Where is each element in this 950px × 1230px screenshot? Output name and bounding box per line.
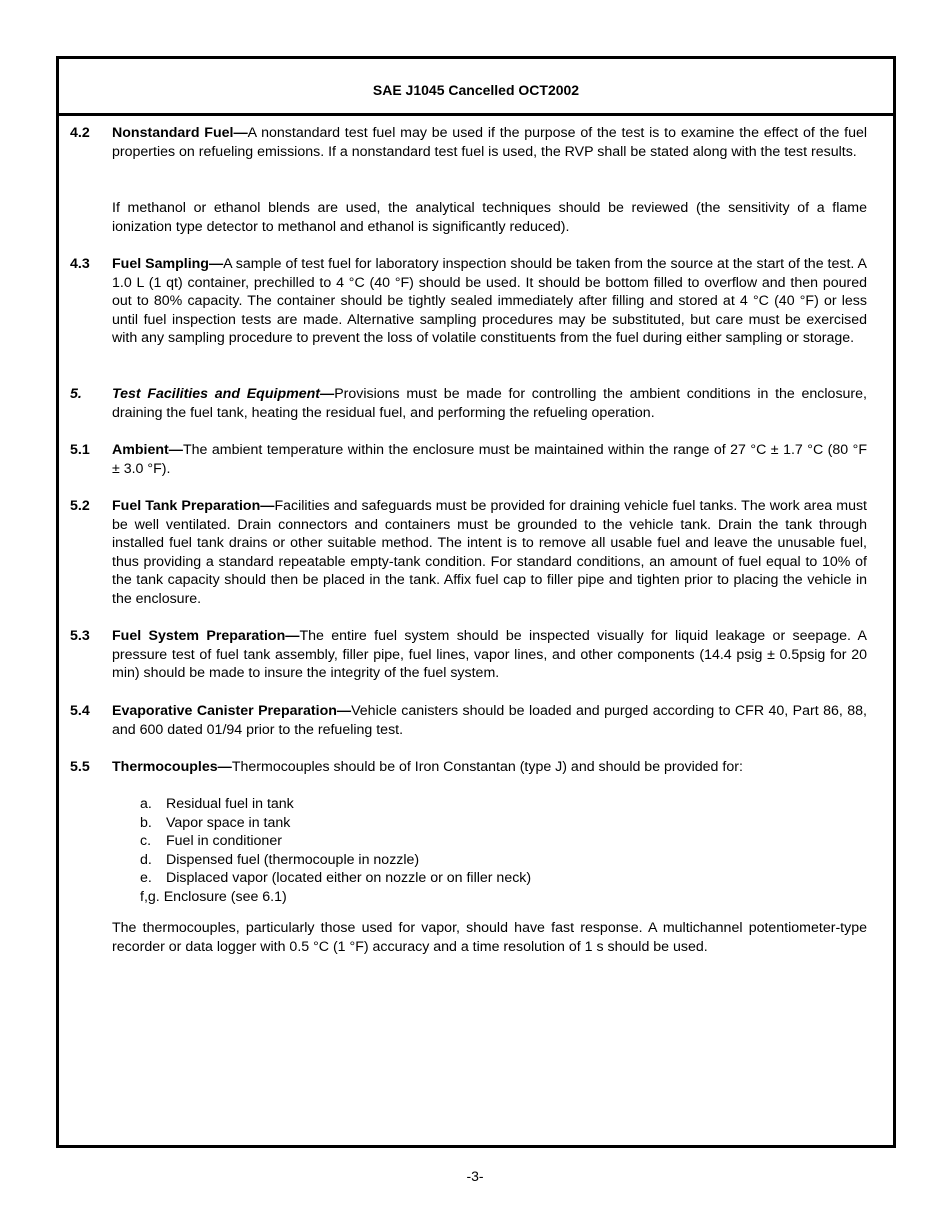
list-item-letter: e. — [140, 870, 152, 887]
section-5-5-paragraph — [112, 758, 867, 777]
section-5-5-paragraph-2: The thermocouples, particularly those used for vapor, should have fast response. A multichannel potentiometer-type recorder or data logger with 0.5 °C (1 °F) accuracy and a time resolution of 1 s should be used. — [112, 920, 867, 955]
thermocouple-list — [140, 795, 531, 907]
section-heading: Evaporative Canister Preparation— — [112, 703, 352, 719]
page-header — [59, 59, 893, 116]
list-item — [140, 851, 531, 870]
section-4-3-paragraph — [112, 255, 867, 348]
section-text: Facilities and safeguards must be provided for draining vehicle fuel tanks. The work area must be well ventilated. Drain connectors and containers must be grounded to the vehicle tank. Drain the tank through installed fuel tank drains or other suitable method. The intent is to remove all usable fuel and leave the unusable fuel, thus providing a standard repeatable empty-tank condition. For standard conditions, an amount of fuel equal to 10% of the tank capacity should then be placed in the tank. Affix fuel cap to filler pipe and tighten prior to placing the vehicle in the enclosure. — [112, 498, 867, 607]
list-item — [140, 869, 531, 888]
list-item-text: Fuel in conditioner — [166, 833, 282, 850]
list-item-letter: a. — [140, 796, 152, 812]
section-heading: Test Facilities and Equipment— — [112, 386, 335, 402]
section-5-1-paragraph — [112, 441, 867, 478]
section-text: Thermocouples should be of Iron Constantan (type J) and should be provided for: — [231, 759, 743, 775]
list-item-letter: f,g. — [140, 888, 160, 905]
section-heading: Fuel System Preparation— — [112, 628, 300, 644]
section-5-paragraph — [112, 385, 867, 422]
section-text: Vehicle canisters should be loaded and purged according to CFR 40, Part 86, 88, and 600 dated 01/94 prior to the refueling test. — [112, 703, 867, 738]
list-item — [140, 888, 531, 907]
section-5-4-paragraph — [112, 702, 867, 739]
list-item — [140, 814, 531, 833]
list-item-text: Displaced vapor (located either on nozzle or on filler neck) — [166, 870, 532, 887]
section-text: A nonstandard test fuel may be used if the purpose of the test is to examine the effect of the fuel properties on refueling emissions. If a nonstandard test fuel is used, the RVP shall be stated along with the test results. — [112, 125, 868, 160]
section-4-2-paragraph — [112, 124, 867, 161]
section-heading: Fuel Sampling— — [112, 256, 224, 272]
list-item-text: Residual fuel in tank — [166, 796, 294, 812]
document-title: SAE J1045 Cancelled OCT2002 — [372, 82, 580, 98]
list-item-letter: c. — [140, 833, 152, 850]
section-text: The ambient temperature within the enclosure must be maintained within the range of 27 °C ± 1.7 °C (80 °F ± 3.0 °F). — [112, 442, 867, 477]
section-number: 4.3 — [70, 256, 90, 272]
section-number: 5.5 — [70, 759, 90, 775]
section-heading: Ambient— — [112, 442, 183, 458]
list-item-letter: d. — [140, 851, 152, 868]
section-number: 4.2 — [70, 125, 90, 141]
list-item-text: Enclosure (see 6.1) — [163, 888, 287, 905]
section-text: Provisions must be made for controlling the ambient conditions in the enclosure, draining the fuel tank, heating the residual fuel, and performing the refueling operation. — [112, 386, 867, 421]
section-5-2-paragraph — [112, 497, 867, 609]
list-item — [140, 832, 531, 851]
section-text: A sample of test fuel for laboratory inspection should be taken from the source at the start of the test. A 1.0 L (1 qt) container, prechilled to 4 °C (40 °F) should be used. It should be bottom filled to overflow and then poured out to 80% capacity. The container should be tightly sealed immediately after filling and stored at 4 °C (40 °F) or less until fuel inspection tests are made. Alternative sampling procedures may be substituted, but care must be exercised with any sampling procedure to prevent the loss of volatile constituents from the fuel during either sampling or storage. — [112, 256, 867, 347]
section-heading: Nonstandard Fuel— — [112, 125, 248, 141]
page-frame — [56, 56, 896, 1148]
section-heading: Thermocouples— — [112, 759, 232, 775]
list-item — [140, 795, 531, 814]
section-number: 5.3 — [70, 628, 90, 644]
section-number: 5.2 — [70, 498, 90, 514]
list-item-text: Dispensed fuel (thermocouple in nozzle) — [166, 851, 420, 868]
section-number: 5.1 — [70, 442, 90, 458]
page-number: -3- — [466, 1168, 484, 1184]
section-text: The entire fuel system should be inspected visually for liquid leakage or seepage. A pressure test of fuel tank assembly, filler pipe, fuel lines, vapor lines, and other components (14.4 psig ± 0.5psig for 20 min) should be made to insure the integrity of the fuel system. — [112, 628, 867, 682]
section-number: 5. — [70, 386, 82, 402]
section-4-2-paragraph-2: If methanol or ethanol blends are used, the analytical techniques should be reviewed (the sensitivity of a flame ionization type detector to methanol and ethanol is significantly reduced). — [112, 200, 867, 235]
section-heading: Fuel Tank Preparation— — [112, 498, 275, 514]
list-item-letter: b. — [140, 814, 152, 831]
section-number: 5.4 — [70, 703, 90, 719]
list-item-text: Vapor space in tank — [166, 814, 291, 831]
section-5-3-paragraph — [112, 627, 867, 683]
